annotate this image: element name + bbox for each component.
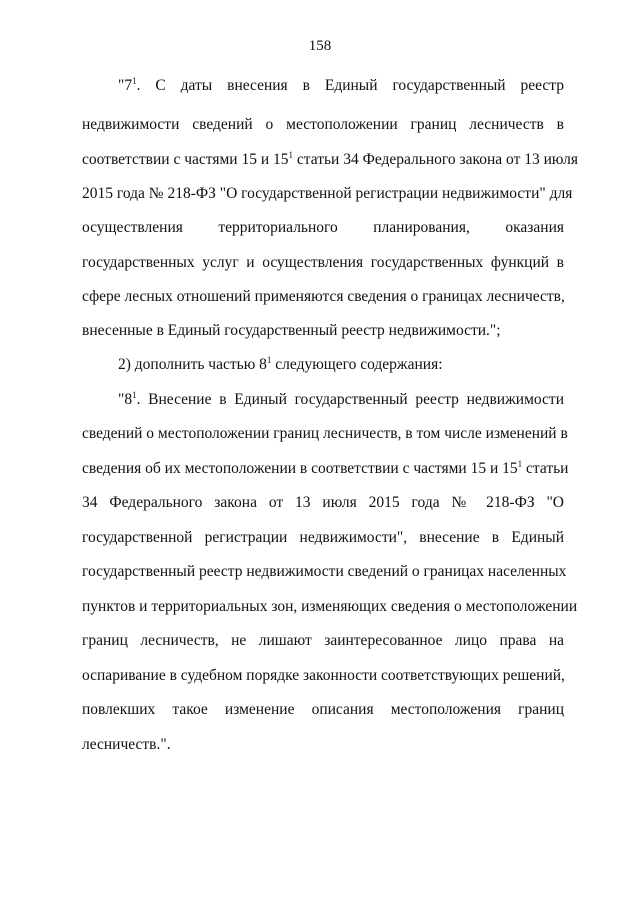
- text-line-5: осуществления территориального планирования, оказания: [82, 219, 564, 236]
- text-line-8: внесенные в Единый государственный реестр недвижимости.";: [82, 322, 501, 339]
- text-line-10: "$8^1$. Внесение в Единый государственный реестр недвижимости: [118, 390, 564, 408]
- text-line-13: 34 Федерального закона от 13 июля 2015 года № 218-ФЗ "О: [82, 494, 564, 511]
- text-line-1: "$7^1$. С даты внесения в Единый государственный реестр: [118, 76, 564, 94]
- text-line-4: 2015 года № 218-ФЗ "О государственной регистрации недвижимости" для: [82, 185, 573, 202]
- text-line-12: сведения об их местоположении в соответствии с частями 15 и $15^1$ статьи: [82, 459, 569, 477]
- text-line-19: повлекших такое изменение описания местоположения границ: [82, 701, 564, 718]
- text-line-11: сведений о местоположении границ лесничеств, в том числе изменений в: [82, 425, 568, 442]
- text-line-6: государственных услуг и осуществления государственных функций в: [82, 254, 564, 271]
- text-line-3: соответствии с частями 15 и $15^1$ статьи 34 Федерального закона от 13 июля: [82, 150, 578, 168]
- text-line-2: недвижимости сведений о местоположении границ лесничеств в: [82, 116, 564, 133]
- text-line-18: оспаривание в судебном порядке законности соответствующих решений,: [82, 667, 565, 684]
- text-line-16: пунктов и территориальных зон, изменяющих сведения о местоположении: [82, 598, 578, 615]
- text-line-15: государственный реестр недвижимости сведений о границах населенных: [82, 563, 567, 580]
- text-line-20: лесничеств.".: [82, 736, 171, 753]
- text-line-14: государственной регистрации недвижимости", внесение в Единый: [82, 529, 564, 546]
- page-number: 158: [308, 38, 332, 54]
- text-line-17: границ лесничеств, не лишают заинтересованное лицо права на: [82, 632, 564, 649]
- text-line-7: сфере лесных отношений применяются сведения о границах лесничеств,: [82, 288, 565, 305]
- text-line-9: 2) дополнить частью $8^1$ следующего содержания:: [118, 355, 443, 373]
